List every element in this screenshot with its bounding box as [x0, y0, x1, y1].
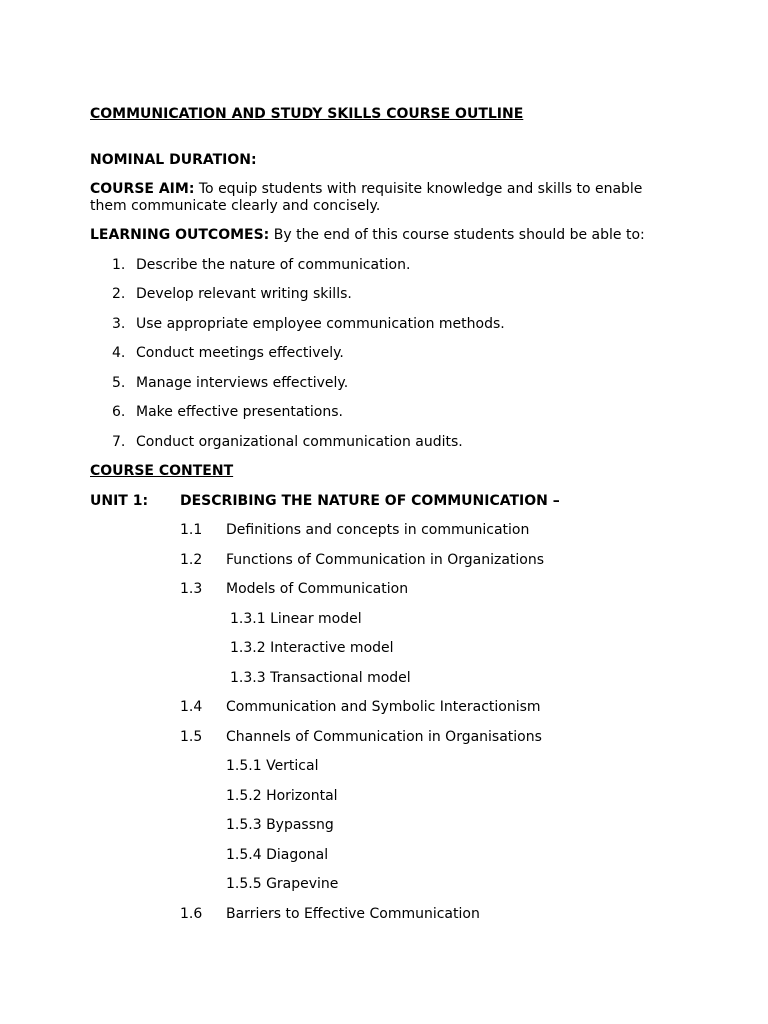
list-item-number: 3. — [112, 316, 126, 332]
list-item-text: Describe the nature of communication. — [136, 257, 411, 273]
section-number: 1.2 — [180, 552, 203, 568]
section-text: Barriers to Effective Communication — [226, 906, 480, 922]
list-item-text: Manage interviews effectively. — [136, 375, 349, 391]
unit-title: DESCRIBING THE NATURE OF COMMUNICATION – — [180, 493, 560, 509]
list-item-number: 5. — [112, 375, 126, 391]
learning-outcomes-paragraph — [90, 227, 645, 244]
list-item-number: 6. — [112, 404, 126, 420]
unit-label: UNIT 1: — [90, 493, 149, 509]
subsection-text: 1.3.2 Interactive model — [230, 640, 394, 656]
section-number: 1.6 — [180, 906, 203, 922]
section-text: Communication and Symbolic Interactionism — [226, 699, 541, 715]
course-aim-label: COURSE AIM: — [90, 181, 195, 197]
subsection-text: 1.3.3 Transactional model — [230, 670, 411, 686]
list-item-text: Conduct meetings effectively. — [136, 345, 344, 361]
list-item-text: Use appropriate employee communication methods. — [136, 316, 505, 332]
section-number: 1.3 — [180, 581, 203, 597]
list-item-number: 4. — [112, 345, 126, 361]
section-text: Models of Communication — [226, 581, 409, 597]
section-number: 1.1 — [180, 522, 203, 538]
learning-outcomes-label: LEARNING OUTCOMES: — [90, 227, 270, 243]
section-text: Definitions and concepts in communication — [226, 522, 530, 538]
subsection-text: 1.5.4 Diagonal — [226, 847, 329, 863]
list-item-number: 7. — [112, 434, 126, 450]
course-aim-text: To equip students with requisite knowledge and skills to enable them communicate clearly and concisely. — [90, 181, 643, 214]
list-item-text: Develop relevant writing skills. — [136, 286, 352, 302]
learning-outcomes-text: By the end of this course students should be able to: — [273, 227, 645, 243]
course-content-heading: COURSE CONTENT — [90, 463, 234, 479]
subsection-text: 1.5.3 Bypassng — [226, 817, 334, 833]
list-item-number: 1. — [112, 257, 126, 273]
section-number: 1.5 — [180, 729, 203, 745]
nominal-duration-label: NOMINAL DURATION: — [90, 152, 257, 168]
section-number: 1.4 — [180, 699, 203, 715]
section-text: Channels of Communication in Organisations — [226, 729, 542, 745]
section-text: Functions of Communication in Organizations — [226, 552, 545, 568]
subsection-text: 1.5.5 Grapevine — [226, 876, 339, 892]
list-item-text: Conduct organizational communication audits. — [136, 434, 463, 450]
subsection-text: 1.5.1 Vertical — [226, 758, 319, 774]
list-item-number: 2. — [112, 286, 126, 302]
document-title: COMMUNICATION AND STUDY SKILLS COURSE OUTLINE — [90, 106, 524, 122]
subsection-text: 1.3.1 Linear model — [230, 611, 362, 627]
course-aim-paragraph — [90, 181, 650, 215]
subsection-text: 1.5.2 Horizontal — [226, 788, 338, 804]
list-item-text: Make effective presentations. — [136, 404, 343, 420]
